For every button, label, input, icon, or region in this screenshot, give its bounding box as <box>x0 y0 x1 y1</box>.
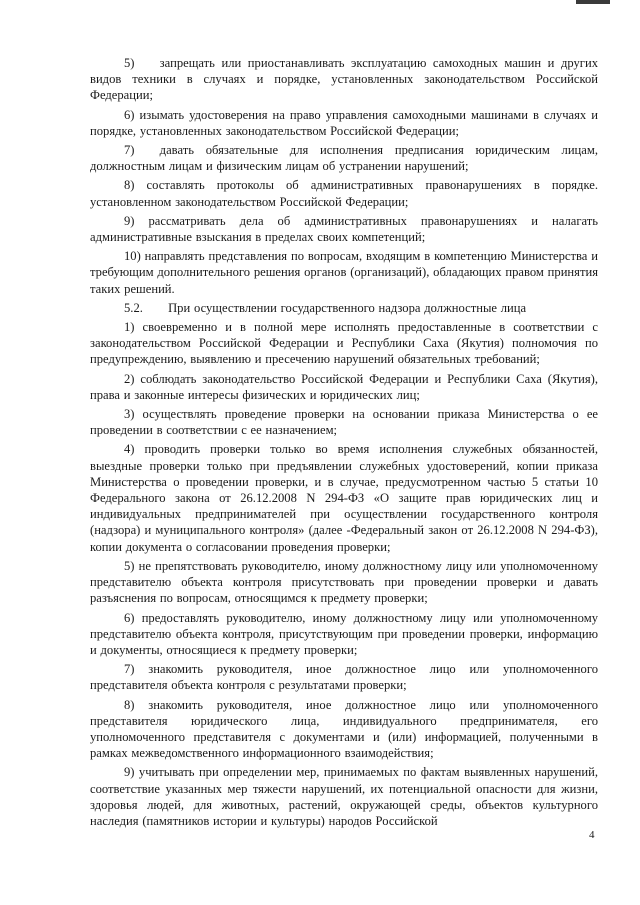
paragraph-item-9: 9) рассматривать дела об административных правонарушениях и налагать административные взыскания в пределах своих компетенций; <box>90 213 598 245</box>
paragraph-duty-6: 6) предоставлять руководителю, иному должностному лицу или уполномоченному представителю объекта контроля, присутствующим при проведении проверки, информацию и документы, относящиеся к предмету проверки; <box>90 610 598 657</box>
paragraph-duty-7: 7) знакомить руководителя, иное должностное лицо или уполномоченного представителя объекта контроля с результатами проверки; <box>90 662 598 693</box>
paragraph-duty-3: 3) осуществлять проведение проверки на основании приказа Министерства о ее проведении в соответствии с ее назначением; <box>90 407 598 438</box>
scan-edge-mark <box>576 0 610 4</box>
document-page <box>90 55 598 829</box>
paragraph-item-8: 8) составлять протоколы об административных правонарушениях в порядке. установленном законодательством Российской Федерации; <box>90 178 598 209</box>
paragraph-duty-5: 5) не препятствовать руководителю, иному должностному лицу или уполномоченному представителю объекта контроля присутствовать при проведении проверки и давать разъяснения по вопросам, относящимся к предмету проверки; <box>90 558 598 606</box>
paragraph-duty-1: 1) своевременно и в полной мере исполнять предоставленные в соответствии с законодательством Российской Федерации и Республики Саха (Якутия) полномочия по предупреждению, выявлению и пресечению нарушений обязательных требований; <box>90 320 598 367</box>
paragraph-item-5: 5) запрещать или приостанавливать эксплуатацию самоходных машин и других видов техники в случаях и порядке, установленных законодательством Российской Федерации; <box>90 56 598 103</box>
paragraph-item-10: 10) направлять представления по вопросам, входящим в компетенцию Министерства и требующим дополнительного решения органов (организаций), обладающих правом принятия таких решений. <box>90 249 598 296</box>
section-heading-5-2: 5.2. При осуществлении государственного надзора должностные лица <box>124 300 527 315</box>
paragraph-item-6: 6) изымать удостоверения на право управления самоходными машинами в случаях и порядке, установленных законодательством Российской Федерации; <box>90 107 598 138</box>
paragraph-duty-8: 8) знакомить руководителя, иное должностное лицо или уполномоченного представителя юридического лица, индивидуального предпринимателя, его уполномоченного представителя с документами и (или) информацией, полученными в рамках межведомственного информационного взаимодействия; <box>90 697 598 761</box>
paragraph-duty-9: 9) учитывать при определении мер, принимаемых по фактам выявленных нарушений, соответствие указанных мер тяжести нарушений, их потенциальной опасности для жизни, здоровья людей, для животных, растений, окружающей среды, объектов культурного наследия (памятников истории и культуры) народов Российской <box>90 765 598 828</box>
paragraph-item-7: 7) давать обязательные для исполнения предписания юридическим лицам, должностным лицам и физическим лицам об устранении нарушений; <box>90 143 598 174</box>
page-number: 4 <box>589 829 595 841</box>
paragraph-duty-4: 4) проводить проверки только во время исполнения служебных обязанностей, выездные проверки только при предъявлении служебных удостоверений, копии приказа Министерства о проведении проверки, и в случае, предусмотренном частью 5 статьи 10 Федерального закона от 26.12.2008 N 294-ФЗ «О защите прав юридических лиц и индивидуальных предпринимателей при осуществлении государственного контроля (надзора) и муниципального контроля» (далее -Федеральный закон от 26.12.2008 N 294-ФЗ), копии документа о согласовании проведения проверки; <box>90 442 598 554</box>
paragraph-duty-2: 2) соблюдать законодательство Российской Федерации и Республики Саха (Якутия), права и законные интересы физических и юридических лиц; <box>90 371 598 402</box>
